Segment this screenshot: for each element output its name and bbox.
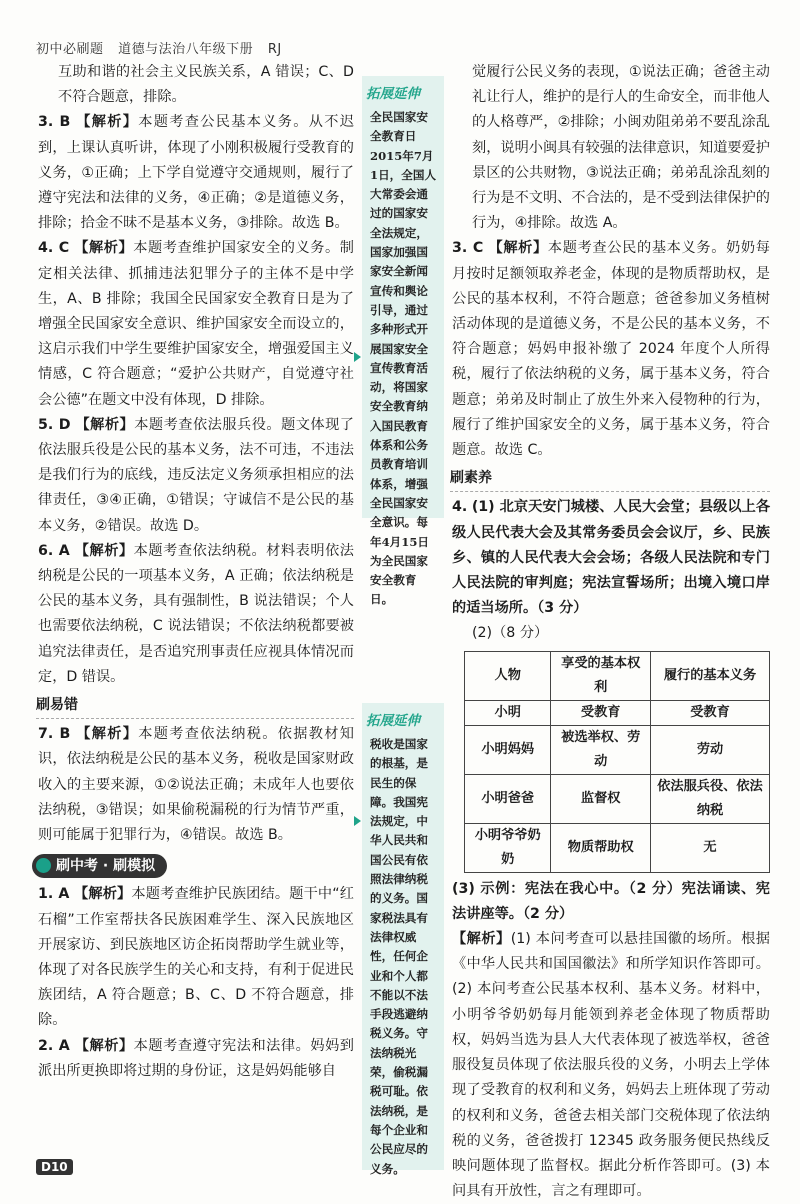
table-cell: 被选举权、劳动 xyxy=(551,725,651,774)
analysis-tag: 【解析】 xyxy=(74,1037,134,1054)
analysis-tag: 【解析】 xyxy=(74,886,132,903)
answer-text: 本题考查公民基本义务。从不迟到，上课认真听讲，体现了小刚积极履行受教育的义务，①正确；上下学自觉遵守交通规则，履行了遵守宪法和法律的义务，④正确；②是道德义务，排除；拾金不昧不是基本义务，③排除。故选 B。 xyxy=(38,114,354,232)
right-column xyxy=(452,60,770,1204)
table-cell: 受教育 xyxy=(551,700,651,725)
answer-text: 本题考查依法纳税。材料表明依法纳税是公民的一项基本义务，A 正确；依法纳税是公民的基本义务，具有强制性，B 说法错误；个人也需要依法纳税，C 说法错误；不依法纳税都要被追究法律责任，是否追究刑事责任应视具体情况而定，D 错误。 xyxy=(38,542,354,685)
analysis-tag: 【解析】 xyxy=(452,931,511,948)
section-badge-exam: 刷中考 · 刷模拟 xyxy=(32,854,167,878)
answer-6 xyxy=(38,539,354,690)
answer-num: 4. xyxy=(452,499,468,516)
page-number: D10 xyxy=(36,1159,73,1175)
answer-num: 3. B xyxy=(38,114,71,131)
answer-text: 本题考查遵守宪法和法律。妈妈到派出所更换即将过期的身份证，这是妈妈能够自 xyxy=(38,1037,354,1079)
answer-text: 本题考查维护国家安全的义务。制定相关法律、抓捕违法犯罪分子的主体不是中学生，A、B 排除；我国全民国家安全教育日是为了增强全民国家安全意识、维护国家安全而设立的，这启示我们中学生要维护国家安全，增强爱国主义情感，C 符合题意；“爱护公共财产，自觉遵守社会公德”在题文中没有体现，D 排除。 xyxy=(38,240,354,408)
exam-answer-1 xyxy=(38,882,354,1033)
answer-text: 本题考查依法纳税。依据教材知识，依法纳税是公民的基本义务，税收是国家财政收入的主要来源，①②说法正确；未成年人也要依法纳税，③错误；如果偷税漏税的行为情节严重，则可能属于犯罪行为，④错误。故选 B。 xyxy=(38,726,354,844)
table-row xyxy=(465,725,770,774)
book-name: 初中必刷题 xyxy=(36,42,104,57)
table-cell: 小明妈妈 xyxy=(465,725,551,774)
answer-num: 6. A xyxy=(38,542,70,559)
table-cell: 劳动 xyxy=(651,725,770,774)
answer-5 xyxy=(38,413,354,539)
sidebar-body: 税收是国家的根基，是民生的保障。我国宪法规定，中华人民共和国公民有依照法律纳税的义务。国家税法具有法律权威性，任何企业和个人都不能以不法手段逃避纳税义务。守法纳税光荣，偷税漏税可耻。依法纳税，是每个企业和公民应尽的义务。 xyxy=(370,737,428,1176)
rights-duties-table xyxy=(464,651,770,873)
analysis-tag: 【解析】 xyxy=(76,726,139,743)
table-cell: 小明爷爷奶奶 xyxy=(465,823,551,872)
answer-num: 3. C xyxy=(452,240,484,257)
edition-label: RJ xyxy=(267,42,282,57)
answer-num: 7. B xyxy=(38,726,71,743)
continued-answer: 觉履行公民义务的表现，①说法正确；爸爸主动礼让行人，维护的是行人的生命安全，而非他人的人格尊严，②排除；小闽劝阻弟弟不要乱涂乱刻，说明小闽具有较强的法律意识，知道要爱护景区的公共财物，③说法正确；弟弟乱涂乱刻的行为是不文明、不合法的，是不受到法律保护的行为，④排除。故选 A。 xyxy=(472,64,770,232)
exam-answer-2 xyxy=(38,1034,354,1084)
table-row xyxy=(465,700,770,725)
pointer-arrow-icon xyxy=(354,352,361,362)
table-cell: 监督权 xyxy=(551,774,651,823)
table-header-cell: 履行的基本义务 xyxy=(651,651,770,700)
table-header-cell: 人物 xyxy=(465,651,551,700)
answer-num: 1. A xyxy=(38,886,70,903)
table-cell: 小明 xyxy=(465,700,551,725)
answer-7 xyxy=(38,722,354,848)
answer-4 xyxy=(38,236,354,412)
exam-answer-3 xyxy=(452,236,770,463)
sidebar-title: 拓展延伸 xyxy=(366,713,420,729)
answer-text: 本题考查维护民族团结。题干中“红石榴”工作室帮扶各民族困难学生、深入民族地区开展家访、到民族地区访企拓岗帮助学生就业等，体现了对各民族学生的关心和支持，有利于促进民族团结，A 符合题意；B、C、D 不符合题意，排除。 xyxy=(38,886,354,1029)
sidebar-extension-1 xyxy=(362,76,444,607)
analysis-tag: 【解析】 xyxy=(488,240,548,257)
section-heading-literacy: 刷素养 xyxy=(450,466,770,492)
table-cell: 小明爸爸 xyxy=(465,774,551,823)
sidebar-body: 全民国家安全教育日 2015年7月1日，全国人大常委会通过的国家安全法规定，国家加强国家安全新闻宣传和舆论引导，通过多种形式开展国家安全宣传教育活动，将国家安全教育纳入国民教育体系和公务员教育培训体系，增强全民国家安全意识。每年4月15日为全民国家安全教育日。 xyxy=(370,110,437,607)
page-header xyxy=(36,38,292,57)
pointer-arrow-icon xyxy=(354,816,361,826)
analysis-tag: 【解析】 xyxy=(74,542,134,559)
analysis-tag: 【解析】 xyxy=(76,114,139,131)
analysis-tag: 【解析】 xyxy=(74,240,134,257)
section-heading-errors: 刷易错 xyxy=(36,693,354,719)
answer-text: (1) 北京天安门城楼、人民大会堂；县级以上各级人民代表大会及其常务委员会会议厅，乡、民族乡、镇的人民代表大会会场；各级人民法院和专门人民法院的审判庭；宪法宣誓场所；出境入境口岸的适当场所。（3 分） xyxy=(452,499,771,617)
answer-4-part2-label: (2)（8 分） xyxy=(472,625,549,642)
table-row xyxy=(465,774,770,823)
analysis-tag: 【解析】 xyxy=(75,416,135,433)
answer-3 xyxy=(38,110,354,236)
table-row xyxy=(465,823,770,872)
table-header-row xyxy=(465,651,770,700)
answer-text: 本题考查依法服兵役。题文体现了依法服兵役是公民的基本义务，法不可违，不违法是我们行为的底线，违反法定义务须承担相应的法律责任，③④正确，①错误；守诚信不是公民的基本义务，②错误。故选 D。 xyxy=(38,416,354,534)
table-cell: 物质帮助权 xyxy=(551,823,651,872)
answer-text: (1) 本问考查可以悬挂国徽的场所。根据《中华人民共和国国徽法》和所学知识作答即可。(2) 本问考查公民基本权利、基本义务。材料中，小明爷爷奶奶每月能领到养老金体现了物质帮助权，妈妈当选为县人大代表体现了被选举权，爸爸服役复员体现了依法服兵役的义务，小明去上学体现了受教育的权利和义务，妈妈去上班体现了劳动的权利和义务，爸爸去相关部门交税体现了依法纳税的义务，爸爸拨打 12345 政务服务便民热线反映问题体现了监督权。据此分析作答即可。(3) 本问具有开放性，言之有理即可。 xyxy=(452,931,770,1200)
continued-answer: 互助和谐的社会主义民族关系，A 错误；C、D 不符合题意，排除。 xyxy=(58,64,354,106)
answer-text: 本题考查公民的基本义务。奶奶每月按时足额领取养老金，体现的是物质帮助权，是公民的基本权利，不符合题意；爸爸参加义务植树活动体现的是道德义务，不是公民的基本义务，不符合题意；妈妈申报补缴了 2024 年度个人所得税，履行了依法纳税的义务，属于基本义务，符合题意；弟弟及时制止了放生外来入侵物种的行为，履行了维护国家安全的义务，属于基本义务，符合题意。故选 C。 xyxy=(452,240,770,459)
sidebar-title: 拓展延伸 xyxy=(366,86,420,102)
answer-4-part1 xyxy=(452,495,770,621)
table-cell: 受教育 xyxy=(651,700,770,725)
subject-name: 道德与法治八年级下册 xyxy=(118,42,254,57)
table-cell: 依法服兵役、依法纳税 xyxy=(651,774,770,823)
left-column xyxy=(38,60,354,1084)
table-cell: 无 xyxy=(651,823,770,872)
answer-4-analysis xyxy=(452,927,770,1204)
answer-num: 5. D xyxy=(38,416,71,433)
answer-num: 4. C xyxy=(38,240,70,257)
table-header-cell: 享受的基本权利 xyxy=(551,651,651,700)
sidebar-extension-2 xyxy=(362,703,444,1176)
answer-4-part3: (3) 示例：宪法在我心中。（2 分）宪法诵读、宪法讲座等。（2 分） xyxy=(452,880,770,922)
answer-num: 2. A xyxy=(38,1037,70,1054)
